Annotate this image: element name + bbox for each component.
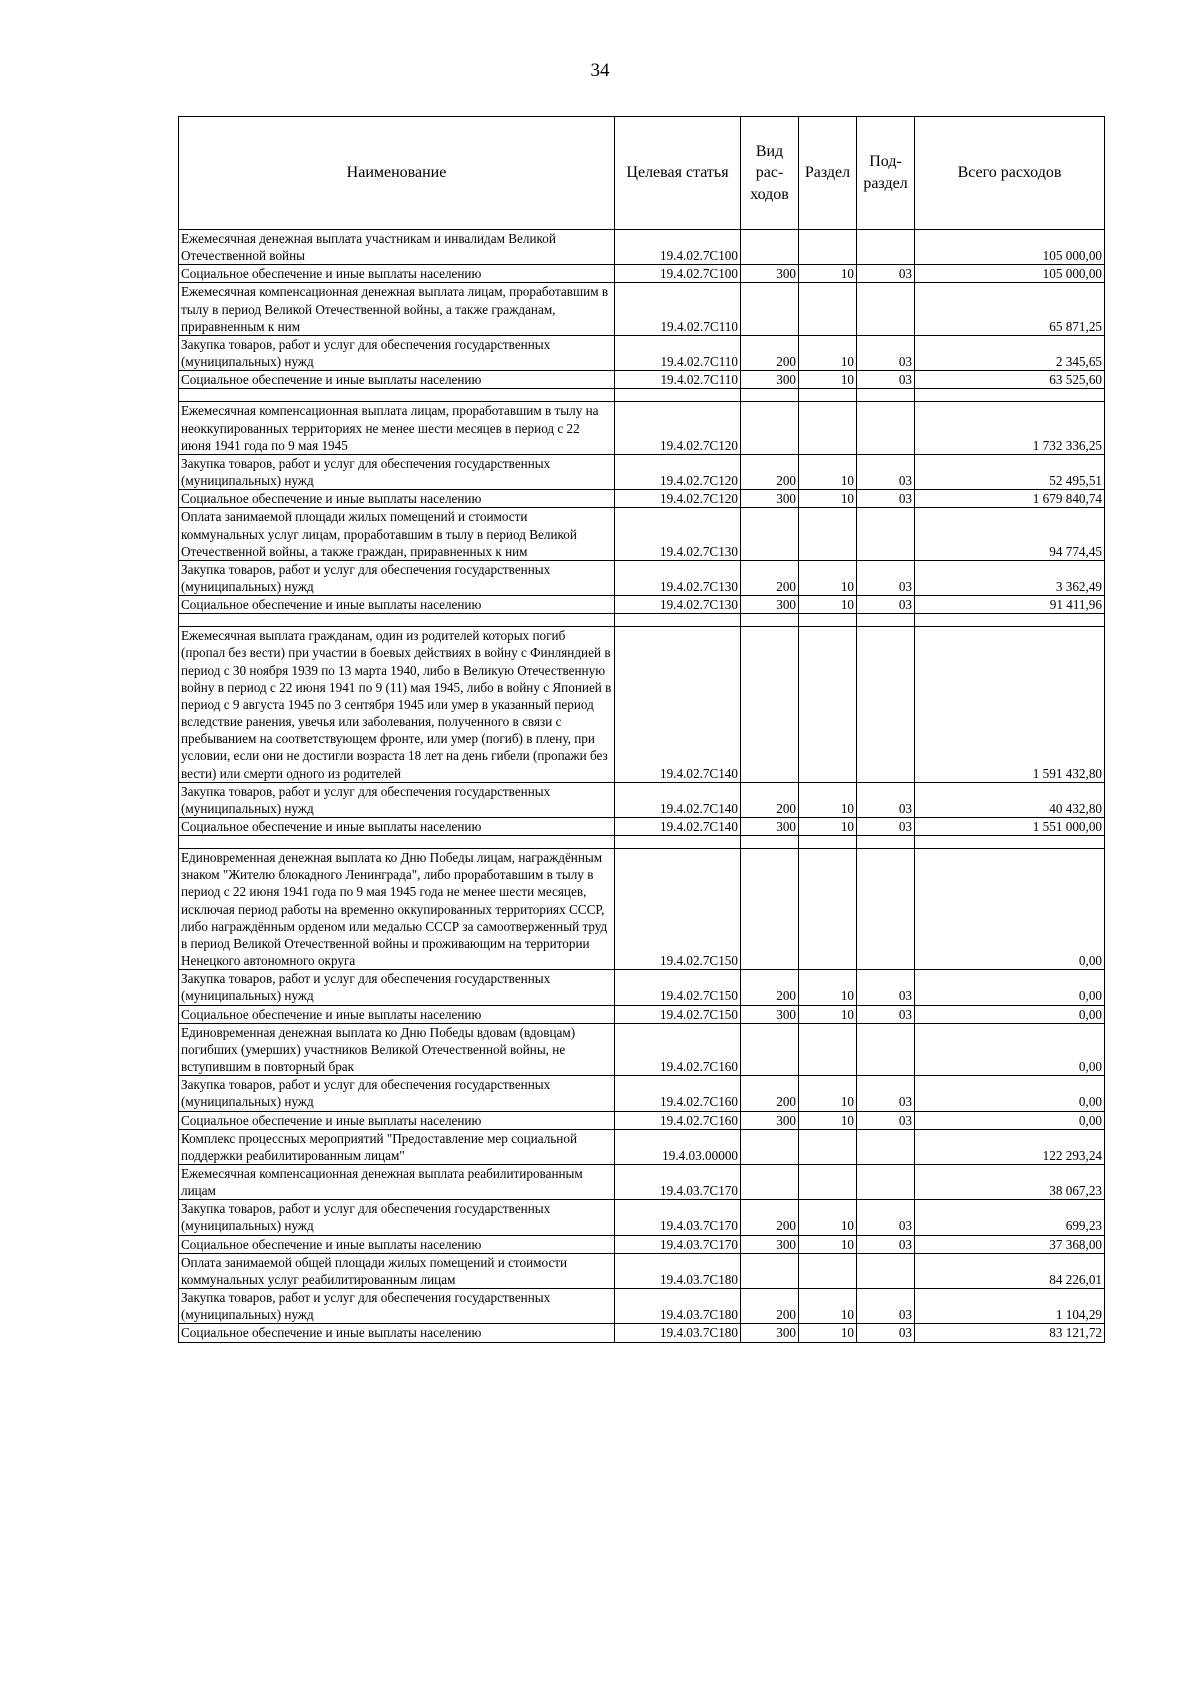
row-subsection [857,1023,915,1075]
row-section [799,283,857,335]
row-target-code: 19.4.02.7С140 [615,782,741,817]
row-name: Социальное обеспечение и иные выплаты населению [179,1111,615,1129]
row-subsection: 03 [857,1005,915,1023]
row-total: 1 104,29 [915,1289,1105,1324]
row-subsection [857,627,915,782]
row-total: 0,00 [915,1111,1105,1129]
row-section: 10 [799,1324,857,1342]
row-subsection: 03 [857,490,915,508]
row-total: 40 432,80 [915,782,1105,817]
table-row [179,849,1105,970]
row-section [799,849,857,970]
row-total: 38 067,23 [915,1164,1105,1199]
row-total: 91 411,96 [915,596,1105,614]
row-total: 3 362,49 [915,560,1105,595]
table-row [179,627,1105,782]
row-subsection [857,849,915,970]
row-name: Закупка товаров, работ и услуг для обеспечения государственных (муниципальных) нужд [179,1289,615,1324]
table-row [179,1023,1105,1075]
row-target-code: 19.4.02.7С160 [615,1076,741,1111]
row-target-code: 19.4.03.00000 [615,1129,741,1164]
row-total: 52 495,51 [915,454,1105,489]
row-total: 0,00 [915,970,1105,1005]
row-target-code: 19.4.02.7С140 [615,627,741,782]
row-section [799,230,857,265]
table-row [179,371,1105,389]
header-name: Наименование [179,117,615,230]
row-name: Закупка товаров, работ и услуг для обеспечения государственных (муниципальных) нужд [179,454,615,489]
table-row [179,230,1105,265]
row-subsection [857,283,915,335]
spacer-cell [741,389,799,402]
row-name: Единовременная денежная выплата ко Дню Победы вдовам (вдовцам) погибших (умерших) участников Великой Отечественной войны, не вступившим в повторный брак [179,1023,615,1075]
row-section: 10 [799,596,857,614]
row-section: 10 [799,970,857,1005]
row-subsection: 03 [857,371,915,389]
row-name: Закупка товаров, работ и услуг для обеспечения государственных (муниципальных) нужд [179,1200,615,1235]
row-subsection [857,508,915,560]
row-section [799,1253,857,1288]
table-row [179,508,1105,560]
row-expense-type [741,1129,799,1164]
row-expense-type: 300 [741,1111,799,1129]
row-target-code: 19.4.03.7С170 [615,1200,741,1235]
spacer-cell [857,389,915,402]
header-podrazdel: Под- раздел [857,117,915,230]
row-section: 10 [799,265,857,283]
row-expense-type: 300 [741,490,799,508]
row-total: 65 871,25 [915,283,1105,335]
row-subsection: 03 [857,1200,915,1235]
row-name: Единовременная денежная выплата ко Дню Победы лицам, награждённым знаком "Жителю блокадного Ленинграда", либо проработавшим в тылу в период с 22 июня 1941 года по 9 мая 1945 года не менее шести месяцев, исключая период работы на временно оккупированных территориях СССР, либо награждённым орденом или медалью СССР за самоотверженный труд в период Великой Отечественной войны и проживающим на территории Ненецкого автономного округа [179,849,615,970]
row-subsection [857,1164,915,1199]
row-total: 122 293,24 [915,1129,1105,1164]
table-row [179,1164,1105,1199]
row-total: 1 551 000,00 [915,818,1105,836]
spacer-row [179,836,1105,849]
row-section: 10 [799,1235,857,1253]
table-row [179,818,1105,836]
spacer-cell [179,389,615,402]
spacer-cell [799,389,857,402]
row-name: Социальное обеспечение и иные выплаты населению [179,371,615,389]
row-name: Ежемесячная компенсационная денежная выплата реабилитированным лицам [179,1164,615,1199]
row-total: 94 774,45 [915,508,1105,560]
row-section: 10 [799,490,857,508]
table-row [179,402,1105,454]
row-name: Закупка товаров, работ и услуг для обеспечения государственных (муниципальных) нужд [179,335,615,370]
row-expense-type: 200 [741,1200,799,1235]
table-row [179,265,1105,283]
table-row [179,1111,1105,1129]
row-subsection: 03 [857,1111,915,1129]
row-section: 10 [799,1076,857,1111]
row-section [799,1164,857,1199]
row-name: Социальное обеспечение и иные выплаты населению [179,596,615,614]
row-section: 10 [799,782,857,817]
table-body [179,230,1105,1343]
table-row [179,490,1105,508]
spacer-row [179,389,1105,402]
spacer-cell [615,389,741,402]
row-subsection: 03 [857,782,915,817]
row-section [799,508,857,560]
table-row [179,596,1105,614]
row-subsection: 03 [857,1076,915,1111]
header-target: Целевая статья [615,117,741,230]
row-target-code: 19.4.03.7С180 [615,1324,741,1342]
table-row [179,970,1105,1005]
row-expense-type: 300 [741,596,799,614]
spacer-cell [915,389,1105,402]
spacer-cell [615,614,741,627]
row-total: 84 226,01 [915,1253,1105,1288]
row-name: Закупка товаров, работ и услуг для обеспечения государственных (муниципальных) нужд [179,970,615,1005]
row-total: 1 679 840,74 [915,490,1105,508]
row-total: 83 121,72 [915,1324,1105,1342]
row-subsection: 03 [857,454,915,489]
row-target-code: 19.4.03.7С180 [615,1253,741,1288]
row-expense-type: 300 [741,818,799,836]
row-name: Закупка товаров, работ и услуг для обеспечения государственных (муниципальных) нужд [179,1076,615,1111]
table-row [179,1076,1105,1111]
table-row [179,1289,1105,1324]
row-target-code: 19.4.02.7С120 [615,402,741,454]
row-expense-type [741,849,799,970]
spacer-cell [615,836,741,849]
row-target-code: 19.4.02.7С140 [615,818,741,836]
table-row [179,283,1105,335]
spacer-cell [799,614,857,627]
row-subsection: 03 [857,265,915,283]
spacer-cell [179,836,615,849]
row-name: Социальное обеспечение и иные выплаты населению [179,1005,615,1023]
row-total: 2 345,65 [915,335,1105,370]
row-name: Ежемесячная выплата гражданам, один из родителей которых погиб (пропал без вести) при участии в боевых действиях в войну с Финляндией в период с 30 ноября 1939 по 13 марта 1940, либо в Великую Отечественную войну в период с 22 июня 1941 по 9 (11) мая 1945, либо в войну с Японией в период с 9 августа 1945 по 3 сентября 1945 или умер в указанный период вследствие ранения, увечья или заболевания, полученного в связи с пребыванием на соответствующем фронте, или умер (погиб) в плену, при условии, если они не достигли возраста 18 лет на день гибели (пропажи без вести) или смерти одного из родителей [179,627,615,782]
row-target-code: 19.4.02.7С130 [615,596,741,614]
row-subsection: 03 [857,1324,915,1342]
row-target-code: 19.4.02.7С110 [615,371,741,389]
row-subsection: 03 [857,560,915,595]
row-expense-type: 300 [741,1005,799,1023]
row-expense-type: 300 [741,371,799,389]
table-row [179,1253,1105,1288]
row-total: 0,00 [915,1076,1105,1111]
row-subsection [857,1129,915,1164]
table-header-row [179,117,1105,230]
row-name: Оплата занимаемой общей площади жилых помещений и стоимости коммунальных услуг реабилитированным лицам [179,1253,615,1288]
row-section: 10 [799,1289,857,1324]
row-total: 0,00 [915,1005,1105,1023]
row-name: Оплата занимаемой площади жилых помещений и стоимости коммунальных услуг лицам, проработавшим в тылу в период Великой Отечественной войны, а также граждан, приравненных к ним [179,508,615,560]
table-row [179,454,1105,489]
row-subsection: 03 [857,970,915,1005]
row-expense-type [741,1164,799,1199]
row-subsection: 03 [857,1289,915,1324]
spacer-cell [741,836,799,849]
row-target-code: 19.4.03.7С170 [615,1235,741,1253]
row-expense-type [741,402,799,454]
row-name: Социальное обеспечение и иные выплаты населению [179,1324,615,1342]
row-subsection [857,230,915,265]
row-target-code: 19.4.02.7С100 [615,230,741,265]
row-expense-type [741,283,799,335]
row-subsection: 03 [857,596,915,614]
row-section: 10 [799,1200,857,1235]
table-row [179,1324,1105,1342]
row-target-code: 19.4.02.7С160 [615,1111,741,1129]
row-total: 699,23 [915,1200,1105,1235]
row-expense-type: 200 [741,560,799,595]
row-target-code: 19.4.02.7С120 [615,490,741,508]
row-section [799,1129,857,1164]
row-name: Социальное обеспечение и иные выплаты населению [179,818,615,836]
row-total: 0,00 [915,1023,1105,1075]
row-section [799,402,857,454]
row-target-code: 19.4.02.7С110 [615,335,741,370]
header-total: Всего расходов [915,117,1105,230]
row-expense-type: 300 [741,265,799,283]
row-subsection: 03 [857,818,915,836]
table-row [179,1129,1105,1164]
row-subsection: 03 [857,1235,915,1253]
row-name: Социальное обеспечение и иные выплаты населению [179,265,615,283]
row-name: Ежемесячная денежная выплата участникам и инвалидам Великой Отечественной войны [179,230,615,265]
row-expense-type [741,508,799,560]
row-target-code: 19.4.02.7С120 [615,454,741,489]
row-name: Социальное обеспечение и иные выплаты населению [179,1235,615,1253]
row-target-code: 19.4.02.7С100 [615,265,741,283]
row-total: 105 000,00 [915,265,1105,283]
row-name: Ежемесячная компенсационная выплата лицам, проработавшим в тылу на неоккупированных территориях не менее шести месяцев в период с 22 июня 1941 года по 9 мая 1945 [179,402,615,454]
table-row [179,335,1105,370]
table-row [179,1005,1105,1023]
spacer-cell [857,614,915,627]
row-name: Ежемесячная компенсационная денежная выплата лицам, проработавшим в тылу в период Великой Отечественной войны, а также гражданам, приравненным к ним [179,283,615,335]
row-name: Социальное обеспечение и иные выплаты населению [179,490,615,508]
row-target-code: 19.4.03.7С180 [615,1289,741,1324]
row-section: 10 [799,335,857,370]
row-target-code: 19.4.02.7С130 [615,560,741,595]
row-target-code: 19.4.02.7С110 [615,283,741,335]
row-section [799,1023,857,1075]
page-number: 34 [590,60,610,81]
row-subsection: 03 [857,335,915,370]
spacer-row [179,614,1105,627]
row-section: 10 [799,1111,857,1129]
row-total: 0,00 [915,849,1105,970]
row-target-code: 19.4.03.7С170 [615,1164,741,1199]
row-target-code: 19.4.02.7С150 [615,970,741,1005]
spacer-cell [741,614,799,627]
budget-table [178,116,1105,1343]
spacer-cell [799,836,857,849]
row-expense-type [741,230,799,265]
row-total: 105 000,00 [915,230,1105,265]
row-section: 10 [799,818,857,836]
row-section: 10 [799,454,857,489]
row-expense-type: 300 [741,1324,799,1342]
row-target-code: 19.4.02.7С150 [615,1005,741,1023]
spacer-cell [857,836,915,849]
row-expense-type: 200 [741,335,799,370]
row-subsection [857,1253,915,1288]
table-row [179,1235,1105,1253]
row-subsection [857,402,915,454]
row-total: 1 732 336,25 [915,402,1105,454]
header-razdel: Раздел [799,117,857,230]
table-row [179,560,1105,595]
row-name: Комплекс процессных мероприятий "Предоставление мер социальной поддержки реабилитированным лицам" [179,1129,615,1164]
row-expense-type [741,1253,799,1288]
row-name: Закупка товаров, работ и услуг для обеспечения государственных (муниципальных) нужд [179,560,615,595]
row-name: Закупка товаров, работ и услуг для обеспечения государственных (муниципальных) нужд [179,782,615,817]
row-expense-type: 300 [741,1235,799,1253]
row-section [799,627,857,782]
row-target-code: 19.4.02.7С160 [615,1023,741,1075]
row-target-code: 19.4.02.7С130 [615,508,741,560]
row-expense-type [741,1023,799,1075]
row-expense-type: 200 [741,1289,799,1324]
spacer-cell [915,836,1105,849]
row-expense-type: 200 [741,1076,799,1111]
row-expense-type: 200 [741,454,799,489]
row-section: 10 [799,371,857,389]
row-expense-type: 200 [741,782,799,817]
row-expense-type [741,627,799,782]
row-section: 10 [799,560,857,595]
row-section: 10 [799,1005,857,1023]
row-target-code: 19.4.02.7С150 [615,849,741,970]
spacer-cell [915,614,1105,627]
table-row [179,782,1105,817]
row-expense-type: 200 [741,970,799,1005]
table-row [179,1200,1105,1235]
spacer-cell [179,614,615,627]
header-vid: Вид рас- ходов [741,117,799,230]
row-total: 37 368,00 [915,1235,1105,1253]
row-total: 63 525,60 [915,371,1105,389]
row-total: 1 591 432,80 [915,627,1105,782]
